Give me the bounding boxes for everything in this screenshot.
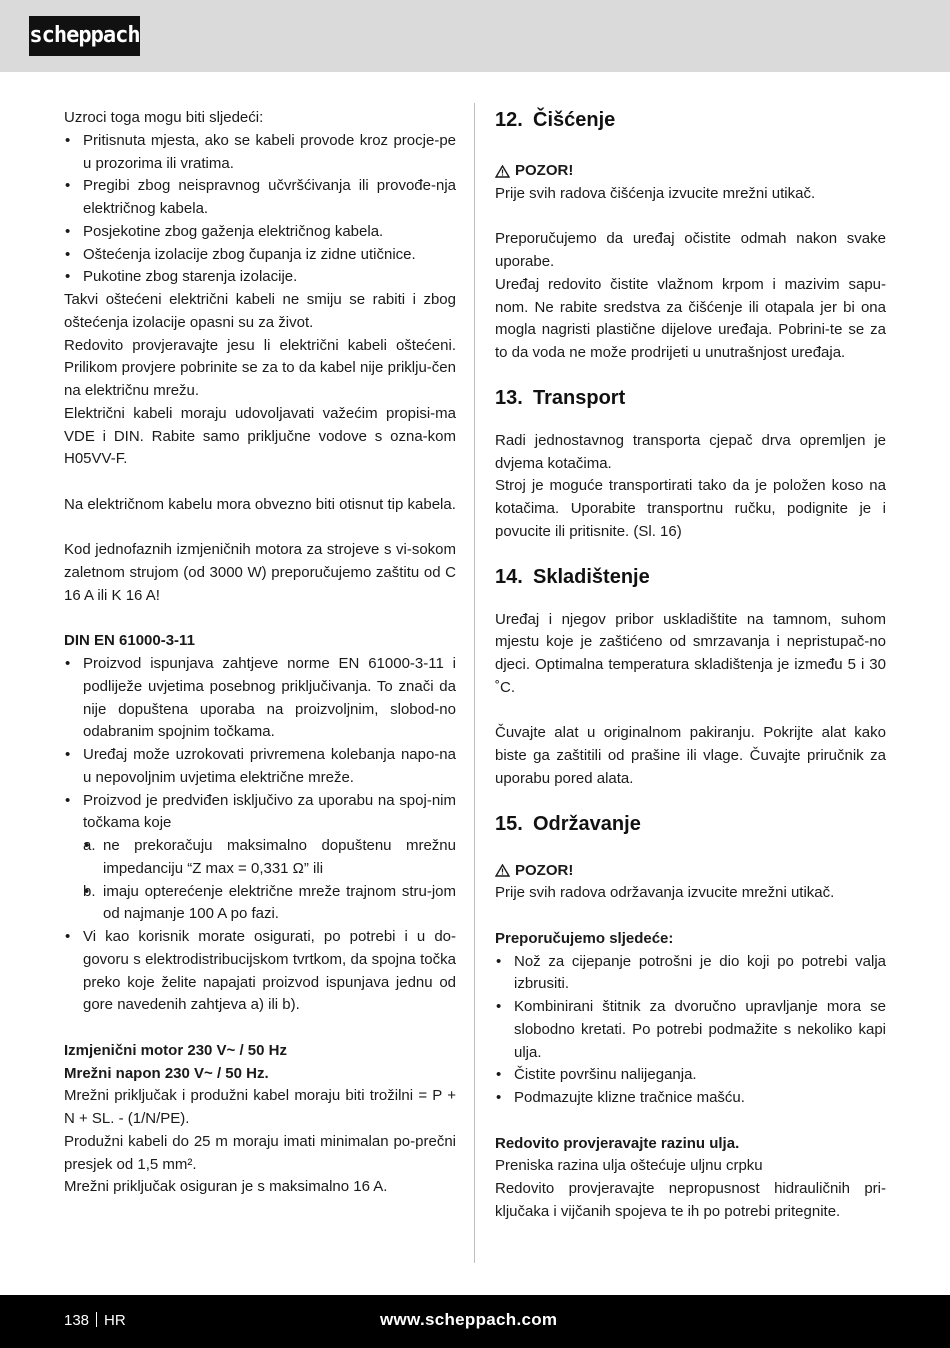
list-item: • Posjekotine zbog gaženja električnog kabela. [64, 221, 456, 244]
list-item: • Podmazujte klizne tračnice mašću. [495, 1087, 886, 1110]
paragraph: Na električnom kabelu mora obvezno biti otisnut tip kabela. [64, 495, 456, 513]
warning-label [495, 160, 886, 183]
paragraph: Prije svih radova održavanja izvucite mrežni utikač. [495, 884, 835, 902]
list-item: • Pregibi zbog neispravnog učvršćivanja ili provođe-nja električnog kabela. [64, 175, 456, 221]
mains-heading: Mrežni napon 230 V~ / 50 Hz. [64, 1064, 269, 1082]
warning-triangle-icon [495, 165, 510, 178]
language-code: HR [104, 1312, 126, 1329]
list-item: • Vi kao korisnik morate osigurati, po potrebi i u do-govoru s elektrodistribucijskom tvrtkom, da spojna točka preko koje želite napajati proizvod ispunjava jednu od gore navedenih zahtjeva a) ili b). [64, 926, 456, 1017]
list-item: • Nož za cijepanje potrošni je dio koji po potrebi valja izbrusiti. [495, 951, 886, 997]
list-item: • Čistite površinu nalijeganja. [495, 1064, 886, 1087]
page-number: 138 [64, 1312, 90, 1329]
section-title: Skladištenje [533, 565, 650, 588]
warning-text: POZOR! [515, 861, 574, 879]
paragraph: Stroj je moguće transportirati tako da je položen koso na kotačima. Uporabite transportnu ručku, podignite je i povucite ili pritisnite. (Sl. 16) [495, 477, 886, 540]
scheppach-logo: scheppach [29, 16, 140, 56]
din-sublist [83, 835, 456, 926]
page-header [0, 0, 950, 72]
paragraph: Radi jednostavnog transporta cjepač drva opremljen je dvjema kotačima. [495, 431, 886, 472]
list-item: • Uređaj može uzrokovati privremena kolebanja napo-na u nepovoljnim uvjetima električne mreže. [64, 744, 456, 790]
left-column [64, 107, 456, 1199]
din-heading: DIN EN 61000-3-11 [64, 632, 195, 650]
paragraph: Uređaj redovito čistite vlažnom krpom i mazivim sapu-nom. Ne rabite sredstva za čišćenje ili otapala jer bi ona mogla nagristi plastične dijelove uređaja. Pobrini-te se za to da voda ne može prodrijeti u unutrašnjost uređaja. [495, 275, 886, 361]
din-list [64, 653, 456, 1017]
sublist-marker: • b. [83, 882, 96, 900]
section-heading-transport [495, 385, 886, 411]
paragraph: Uređaj i njegov pribor uskladištite na tamnom, suhom mjestu koje je zaštićeno od smrzavanja i nepristupač-no djeci. Optimalna temperatura skladištenja je između 5 i 30 ˚C. [495, 610, 886, 696]
paragraph: Takvi oštećeni električni kabeli ne smiju se rabiti i zbog oštećenja izolacije opasni su za život. [64, 291, 456, 331]
list-item: • Proizvod ispunjava zahtjeve norme EN 61000-3-11 i podliježe uvjetima posebnog priključivanja. To znači da nije dopuštena uporaba na proizvoljnim, slobod-no odabranim spojnim točkama. [64, 653, 456, 744]
causes-intro: Uzroci toga mogu biti sljedeći: [64, 109, 264, 126]
sublist-marker: • a. [83, 837, 96, 854]
list-item: • Kombinirani štitnik za dvoručno upravljanje mora se slobodno kretati. Po potrebi podmažite s nekoliko kapi ulja. [495, 996, 886, 1064]
paragraph: Preniska razina ulja oštećuje uljnu crpku [495, 1157, 763, 1175]
paragraph: Mrežni priključak osiguran je s maksimalno 16 A. [64, 1178, 388, 1196]
oil-heading: Redovito provjeravajte razinu ulja. [495, 1134, 740, 1152]
section-heading-storage [495, 564, 886, 590]
paragraph: Mrežni priključak i produžni kabel moraju biti trožilni = P + N + SL. - (1/N/PE). [64, 1087, 456, 1127]
recommend-heading: Preporučujemo sljedeće: [495, 929, 674, 947]
motor-heading: Izmjenični motor 230 V~ / 50 Hz [64, 1041, 287, 1059]
list-item: • Oštećenja izolacije zbog čupanja iz zidne utičnice. [64, 244, 456, 267]
maintenance-list [495, 951, 886, 1110]
section-heading-maintenance [495, 811, 886, 837]
sublist-item [83, 881, 456, 927]
section-number: 14. [495, 565, 523, 588]
section-title: Transport [533, 386, 626, 409]
paragraph: Prije svih radova čišćenja izvucite mrežni utikač. [495, 184, 816, 202]
section-number: 15. [495, 812, 523, 835]
paragraph: Produžni kabeli do 25 m moraju imati minimalan po-prečni presjek od 1,5 mm². [64, 1132, 456, 1173]
paragraph: Kod jednofaznih izmjeničnih motora za strojeve s vi-sokom zaletnom strujom (od 3000 W) preporučujemo zaštitu od C 16 A ili K 16 A! [64, 541, 456, 604]
sublist-text: ne prekoračuju maksimalno dopuštenu mrežnu impedanciju “Z max = 0,331 Ω” ili [103, 837, 456, 877]
list-item-text: Proizvod je predviđen isključivo za uporabu na spoj-nim točkama koje [83, 791, 456, 832]
section-title: Čišćenje [533, 109, 616, 131]
warning-triangle-icon [495, 864, 510, 877]
separator [96, 1312, 97, 1327]
section-number: 12. [495, 109, 523, 131]
website-url: www.scheppach.com [380, 1310, 558, 1329]
section-heading-cleaning [495, 107, 886, 133]
list-item: • Pritisnuta mjesta, ako se kabeli provode kroz procje-pe u prozorima ili vratima. [64, 130, 456, 176]
paragraph: Električni kabeli moraju udovoljavati važećim propisi-ma VDE i DIN. Rabite samo priključne vodove s ozna-kom H05VV-F. [64, 404, 456, 468]
right-column [495, 107, 886, 1224]
section-number: 13. [495, 386, 523, 409]
page-number-block [64, 1311, 126, 1331]
warning-label [495, 860, 886, 883]
paragraph: Preporučujemo da uređaj očistite odmah nakon svake uporabe. [495, 230, 886, 270]
paragraph: Redovito provjeravajte jesu li električni kabeli oštećeni. Prilikom provjere pobrinite se za to da kabel nije priklju-čen na električnu mrežu. [64, 336, 456, 399]
section-title: Održavanje [533, 812, 641, 835]
page-footer [0, 1295, 950, 1348]
sublist-text: imaju opterećenje električne mreže trajnom stru-jom od najmanje 100 A po fazi. [103, 882, 456, 923]
paragraph: Redovito provjeravajte nepropusnost hidrauličnih pri-ključaka i vijčanih spojeva te ih po potrebi pritegnite. [495, 1180, 886, 1220]
list-item [64, 790, 456, 927]
column-divider [474, 103, 475, 1263]
paragraph: Čuvajte alat u originalnom pakiranju. Pokrijte alat kako biste ga zaštitili od prašine ili vlage. Čuvajte priručnik za uporabu pored alata. [495, 724, 886, 787]
causes-list [64, 130, 456, 289]
warning-text: POZOR! [515, 162, 574, 179]
sublist-item [83, 835, 456, 881]
list-item: • Pukotine zbog starenja izolacije. [64, 266, 456, 289]
